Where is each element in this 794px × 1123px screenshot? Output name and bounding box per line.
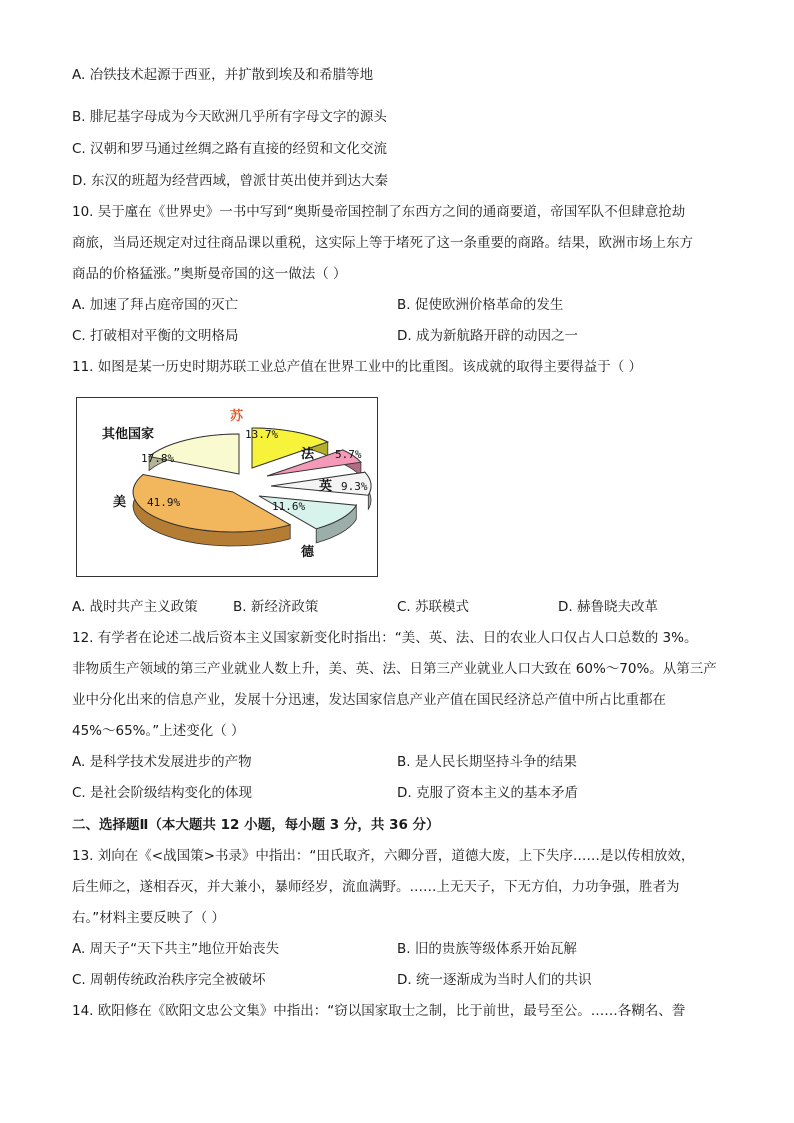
pie-value-label-苏: 13.7% bbox=[245, 428, 279, 441]
pie-label-美: 美 bbox=[113, 495, 127, 510]
q11-stem: 11. 如图是某一历史时期苏联工业总产值在世界工业中的比重图。该成就的取得主要得益于（ ） bbox=[72, 359, 643, 375]
q13-stem-line3: 右。”材料主要反映了（ ） bbox=[72, 910, 226, 926]
pie-label-英: 英 bbox=[319, 479, 333, 494]
pie-label-法: 法 bbox=[301, 447, 315, 462]
pie-chart-figure bbox=[76, 397, 378, 577]
q10-stem-line1: 10. 吴于廑在《世界史》一书中写到“奥斯曼帝国控制了东西方之间的通商要道，帝国军队不但肆意抢劫 bbox=[72, 204, 686, 220]
q12-option-a: A. 是科学技术发展进步的产物 bbox=[72, 754, 252, 770]
q11-option-a: A. 战时共产主义政策 bbox=[72, 599, 198, 615]
q13-option-b: B. 旧的贵族等级体系开始瓦解 bbox=[397, 941, 577, 957]
q10-option-b: B. 促使欧洲价格革命的发生 bbox=[397, 297, 564, 313]
q9-option-d: D. 东汉的班超为经营西域，曾派甘英出使并到达大秦 bbox=[72, 173, 388, 189]
q13-option-d: D. 统一逐渐成为当时人们的共识 bbox=[397, 972, 592, 988]
section-2-title: 二、选择题Ⅱ（本大题共 12 小题，每小题 3 分，共 36 分） bbox=[72, 817, 440, 833]
q13-stem-line2: 后生师之，遂相吞灭，并大兼小，暴师经岁，流血满野。……上无天子，下无方伯，力功争强，胜者为 bbox=[72, 879, 680, 895]
q12-stem-line4: 45%～65%。”上述变化（ ） bbox=[72, 723, 245, 739]
pie-value-label-美: 41.9% bbox=[147, 496, 181, 509]
q10-stem-line2: 商旅，当局还规定对过往商品课以重税，这实际上等于堵死了这一条重要的商路。结果，欧洲市场上东方 bbox=[72, 235, 693, 251]
q10-stem-line3: 商品的价格猛涨。”奥斯曼帝国的这一做法（ ） bbox=[72, 266, 347, 282]
q10-option-a: A. 加速了拜占庭帝国的灭亡 bbox=[72, 297, 239, 313]
pie-label-苏: 苏 bbox=[230, 409, 244, 424]
q9-option-c: C. 汉朝和罗马通过丝绸之路有直接的经贸和文化交流 bbox=[72, 141, 388, 157]
q14-stem-line1: 14. 欧阳修在《欧阳文忠公文集》中指出：“窃以国家取士之制，比于前世，最号至公。……各糊名、誊 bbox=[72, 1003, 686, 1019]
pie-chart-svg bbox=[77, 398, 377, 576]
pie-label-德: 德 bbox=[301, 545, 315, 560]
q12-option-c: C. 是社会阶级结构变化的体现 bbox=[72, 785, 253, 801]
pie-value-label-其他国家: 17.8% bbox=[141, 452, 175, 465]
q11-option-d: D. 赫鲁晓夫改革 bbox=[558, 599, 658, 615]
q13-stem-line1: 13. 刘向在《<战国策>书录》中指出：“田氏取齐，六卿分晋，道德大废，上下失序……是以传相放效， bbox=[72, 848, 695, 864]
pie-label-其他国家: 其他国家 bbox=[102, 427, 155, 442]
q9-option-b: B. 腓尼基字母成为今天欧洲几乎所有字母文字的源头 bbox=[72, 109, 387, 125]
q11-option-b: B. 新经济政策 bbox=[233, 599, 319, 615]
q10-option-d: D. 成为新航路开辟的动因之一 bbox=[397, 328, 578, 344]
pie-value-label-法: 5.7% bbox=[335, 448, 362, 461]
pie-value-label-德: 11.6% bbox=[272, 500, 306, 513]
q12-stem-line1: 12. 有学者在论述二战后资本主义国家新变化时指出：“美、英、法、日的农业人口仅占人口总数的 3%。 bbox=[72, 630, 698, 646]
pie-value-label-英: 9.3% bbox=[341, 480, 368, 493]
q13-option-c: C. 周朝传统政治秩序完全被破坏 bbox=[72, 972, 266, 988]
q11-option-c: C. 苏联模式 bbox=[397, 599, 470, 615]
q12-stem-line3: 业中分化出来的信息产业，发展十分迅速，发达国家信息产业产值在国民经济总产值中所占比重都在 bbox=[72, 692, 666, 708]
q10-option-c: C. 打破相对平衡的文明格局 bbox=[72, 328, 239, 344]
q12-option-b: B. 是人民长期坚持斗争的结果 bbox=[397, 754, 577, 770]
q9-option-a: A. 冶铁技术起源于西亚，并扩散到埃及和希腊等地 bbox=[72, 67, 374, 83]
q13-option-a: A. 周天子“天下共主”地位开始丧失 bbox=[72, 941, 280, 957]
q12-option-d: D. 克服了资本主义的基本矛盾 bbox=[397, 785, 578, 801]
q12-stem-line2: 非物质生产领域的第三产业就业人数上升，美、英、法、日第三产业就业人口大致在 60%～70%。从第三产 bbox=[72, 661, 717, 677]
